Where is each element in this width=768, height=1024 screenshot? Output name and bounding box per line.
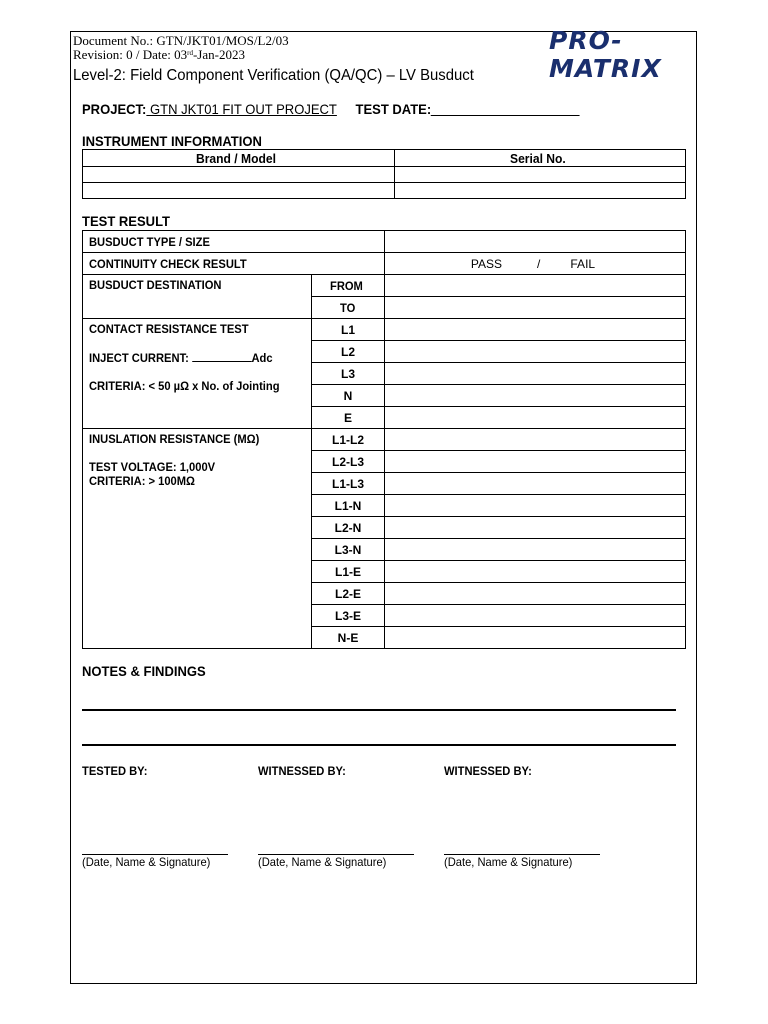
tested-by-label: TESTED BY: — [82, 764, 148, 778]
phase-label: L2 — [312, 341, 385, 363]
document-header — [73, 34, 289, 62]
from-value[interactable] — [385, 275, 686, 297]
test-result-heading: TEST RESULT — [82, 213, 171, 229]
inject-current-field[interactable] — [192, 350, 252, 362]
insulation-value[interactable] — [385, 583, 686, 605]
insulation-value[interactable] — [385, 495, 686, 517]
test-date-field[interactable] — [431, 101, 580, 116]
test-result-table — [82, 230, 686, 649]
project-value: GTN JKT01 FIT OUT PROJECT — [146, 101, 337, 117]
serial-no-cell[interactable] — [395, 183, 686, 199]
insulation-value[interactable] — [385, 451, 686, 473]
fail-option[interactable]: FAIL — [570, 256, 596, 271]
continuity-value[interactable] — [385, 253, 686, 275]
serial-no-header: Serial No. — [395, 150, 686, 167]
document-number: Document No.: GTN/JKT01/MOS/L2/03 — [73, 33, 289, 48]
serial-no-cell[interactable] — [395, 167, 686, 183]
slash-separator: / — [537, 256, 541, 271]
brand-model-cell[interactable] — [83, 183, 395, 199]
test-date-label: TEST DATE: — [355, 101, 432, 117]
signature-caption: (Date, Name & Signature) — [444, 855, 573, 869]
inject-current-line: INJECT CURRENT: Adc — [89, 351, 273, 365]
project-line — [82, 101, 580, 117]
contact-value-e[interactable] — [385, 407, 686, 429]
busduct-type-value[interactable] — [385, 231, 686, 253]
phase-label: N-E — [312, 627, 385, 649]
instrument-table — [82, 149, 686, 199]
brand-model-cell[interactable] — [83, 167, 395, 183]
brand-model-header: Brand / Model — [83, 150, 395, 167]
contact-test-label: CONTACT RESISTANCE TEST — [89, 322, 249, 336]
busduct-type-label: BUSDUCT TYPE / SIZE — [83, 231, 385, 253]
insulation-value[interactable] — [385, 627, 686, 649]
insulation-resistance-block — [83, 429, 312, 649]
phase-label: N — [312, 385, 385, 407]
contact-resistance-block — [83, 319, 312, 429]
from-label: FROM — [312, 275, 385, 297]
insulation-value[interactable] — [385, 539, 686, 561]
pass-option[interactable]: PASS — [470, 256, 503, 271]
phase-label: L3 — [312, 363, 385, 385]
notes-line[interactable] — [82, 744, 676, 746]
phase-label: L3-E — [312, 605, 385, 627]
phase-label: L1-L3 — [312, 473, 385, 495]
contact-value-l1[interactable] — [385, 319, 686, 341]
phase-label: L3-N — [312, 539, 385, 561]
signature-caption: (Date, Name & Signature) — [258, 855, 387, 869]
revision-date: Revision: 0 / Date: 03rd-Jan-2023 — [73, 47, 245, 62]
phase-label: L1-L2 — [312, 429, 385, 451]
to-label: TO — [312, 297, 385, 319]
insulation-value[interactable] — [385, 473, 686, 495]
phase-label: L1-N — [312, 495, 385, 517]
destination-label: BUSDUCT DESTINATION — [83, 275, 312, 319]
insulation-value[interactable] — [385, 517, 686, 539]
signature-caption: (Date, Name & Signature) — [82, 855, 211, 869]
project-label: PROJECT: — [82, 101, 147, 117]
notes-line[interactable] — [82, 709, 676, 711]
contact-value-l2[interactable] — [385, 341, 686, 363]
to-value[interactable] — [385, 297, 686, 319]
phase-label: L2-N — [312, 517, 385, 539]
insulation-value[interactable] — [385, 605, 686, 627]
page-title: Level-2: Field Component Verification (QA/QC) – LV Busduct — [73, 67, 474, 84]
witnessed-by-label: WITNESSED BY: — [258, 764, 346, 778]
contact-value-n[interactable] — [385, 385, 686, 407]
phase-label: L1 — [312, 319, 385, 341]
company-logo: PRO- MATRIX — [549, 26, 662, 83]
notes-heading: NOTES & FINDINGS — [82, 663, 206, 679]
continuity-label: CONTINUITY CHECK RESULT — [83, 253, 385, 275]
phase-label: L1-E — [312, 561, 385, 583]
test-voltage: TEST VOLTAGE: 1,000V — [89, 460, 216, 474]
insulation-value[interactable] — [385, 561, 686, 583]
phase-label: L2-L3 — [312, 451, 385, 473]
contact-value-l3[interactable] — [385, 363, 686, 385]
contact-criteria: CRITERIA: < 50 µΩ x No. of Jointing — [89, 379, 280, 393]
witnessed-by-label: WITNESSED BY: — [444, 764, 532, 778]
instrument-heading: INSTRUMENT INFORMATION — [82, 133, 262, 149]
phase-label: E — [312, 407, 385, 429]
insulation-criteria: CRITERIA: > 100MΩ — [89, 474, 196, 488]
insulation-test-label: INUSLATION RESISTANCE (MΩ) — [89, 432, 260, 446]
insulation-value[interactable] — [385, 429, 686, 451]
phase-label: L2-E — [312, 583, 385, 605]
